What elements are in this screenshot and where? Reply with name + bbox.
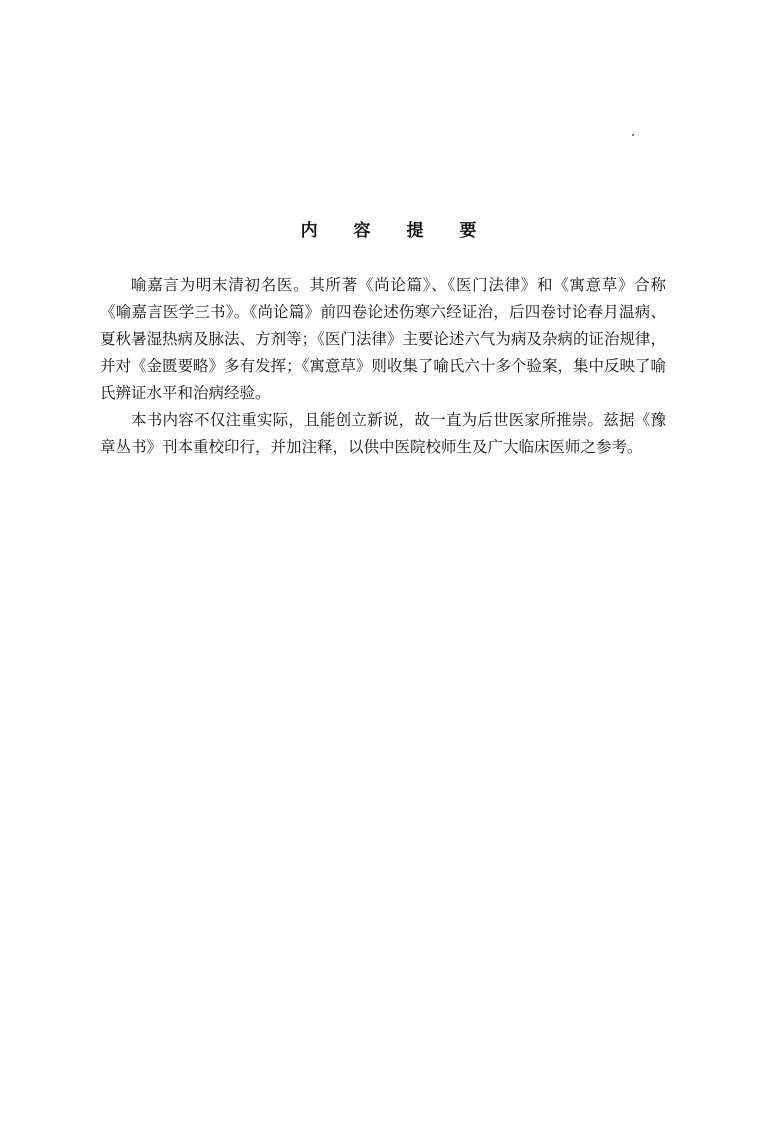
scan-speck bbox=[632, 134, 634, 136]
paragraph-2: 本书内容不仅注重实际，且能创立新说，故一直为后世医家所推崇。兹据《豫章丛书》刊本重校印行，并加注释，以供中医院校师生及广大临床医师之参考。 bbox=[100, 411, 666, 456]
paragraph-1: 喻嘉言为明末清初名医。其所著《尚论篇》、《医门法律》和《寓意草》合称《喻嘉言医学三书》。《尚论篇》前四卷论述伤寒六经证治，后四卷讨论春月温病、夏秋暑湿热病及脉法、方剂等；《医门法律》主要论述六气为病及杂病的证治规律，并对《金匮要略》多有发挥；《寓意草》则收集了喻氏六十多个验案，集中反映了喻氏辨证水平和治病经验。 bbox=[100, 276, 666, 402]
page-title: 内 容 提 要 bbox=[300, 221, 492, 241]
body-text bbox=[100, 272, 666, 461]
